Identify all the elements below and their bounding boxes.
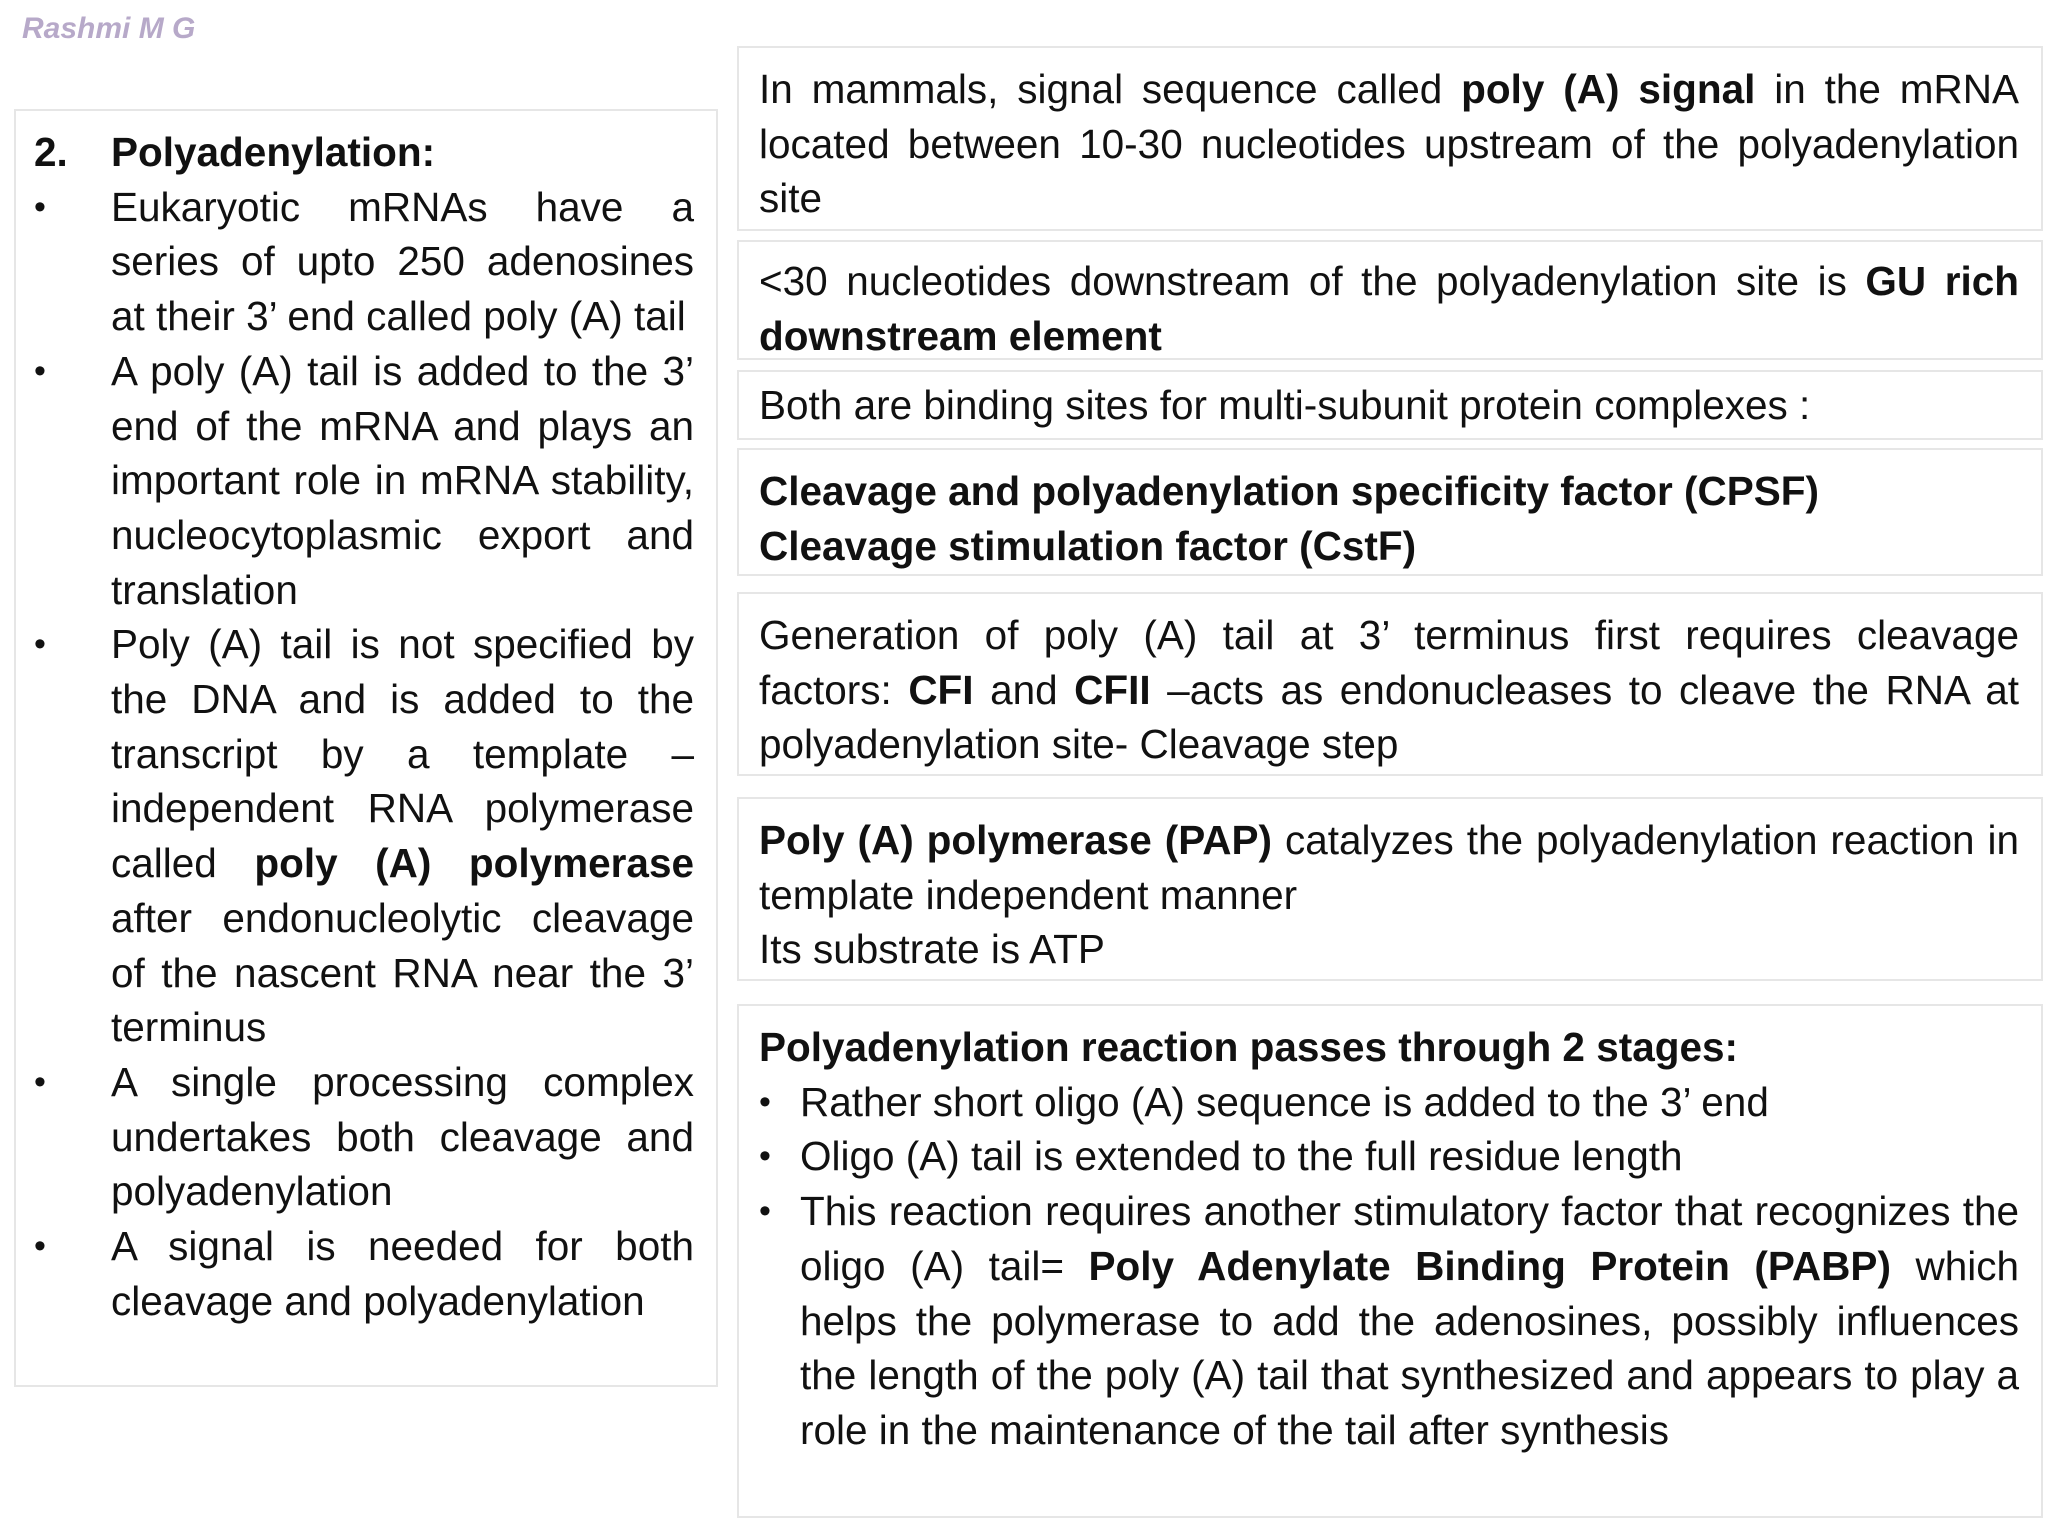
stages-bullet-list — [759, 1075, 2019, 1458]
bullet-icon: • — [759, 1192, 771, 1231]
list-item — [34, 1219, 694, 1328]
list-item — [759, 1184, 2019, 1458]
bullet-text: This reaction requires another stimulatory factor that recognizes the oligo (A) tail= Poly Adenylate Binding Protein (PABP) which helps the polymerase to add the adenosines, possibly influences the length of the poly (A) tail that synthesized and appears to play a role in the maintenance of the tail after synthesis — [800, 1188, 2020, 1453]
bullet-text: Oligo (A) tail is extended to the full residue length — [800, 1133, 1683, 1180]
bullet-icon: • — [34, 187, 46, 226]
pap-box: Poly (A) polymerase (PAP) catalyzes the polyadenylation reaction in template independent manner Its substrate is ATP — [737, 797, 2043, 981]
section-number: 2. — [34, 129, 68, 175]
section-title: Polyadenylation: — [111, 129, 436, 175]
list-item — [34, 344, 694, 618]
bullet-text: Rather short oligo (A) sequence is added to the 3’ end — [800, 1078, 1769, 1125]
summary-bullet-list — [34, 180, 694, 1329]
list-item — [34, 180, 694, 344]
cleavage-step-box: Generation of poly (A) tail at 3’ terminus first requires cleavage factors: CFI and CFII –acts as endonucleases to cleave the RNA at polyadenylation site- Cleavage step — [737, 592, 2043, 776]
author-watermark: Rashmi M G — [22, 12, 196, 45]
cfii-term: CFII — [1074, 666, 1151, 713]
bullet-text: Eukaryotic mRNAs have a series of upto 250 adenosines at their 3’ end called poly (A) tail — [111, 183, 694, 340]
cpsf-term: Cleavage and polyadenylation specificity factor (CPSF) — [759, 468, 1820, 514]
pabp-term: Poly Adenylate Binding Protein (PABP) — [1088, 1242, 1891, 1289]
poly-a-signal-box: In mammals, signal sequence called poly (A) signal in the mRNA located between 10-30 nucleotides upstream of the polyadenylation site — [737, 46, 2043, 231]
bullet-icon: • — [34, 351, 46, 390]
poly-a-signal-term: poly (A) signal — [1461, 66, 1756, 112]
bullet-icon: • — [759, 1137, 771, 1176]
substrate-line: Its substrate is ATP — [759, 926, 1105, 973]
polyadenylation-summary-box — [14, 109, 718, 1387]
list-item — [759, 1075, 2019, 1130]
reaction-stages-box — [737, 1004, 2043, 1518]
bullet-text: Poly (A) tail is not specified by the DNA and is added to the transcript by a template –independent RNA polymerase called poly (A) polymerase after endonucleolytic cleavage of the nascent RNA near the 3’ terminus — [111, 621, 694, 1051]
gu-rich-term: GU rich downstream element — [759, 258, 2019, 359]
bullet-text: A poly (A) tail is added to the 3’ end of the mRNA and plays an important role in mRNA stability, nucleocytoplasmic export and translation — [111, 347, 694, 613]
list-item — [759, 1129, 2019, 1184]
cstf-term: Cleavage stimulation factor (CstF) — [759, 522, 1417, 569]
stages-heading: Polyadenylation reaction passes through 2 stages: — [759, 1024, 1739, 1070]
gu-rich-element-box: <30 nucleotides downstream of the polyadenylation site is GU rich downstream element — [737, 240, 2043, 360]
list-item — [34, 1055, 694, 1219]
bullet-icon: • — [34, 1227, 46, 1266]
cfi-term: CFI — [908, 666, 974, 713]
list-item — [34, 617, 694, 1055]
bullet-text: A signal is needed for both cleavage and polyadenylation — [111, 1223, 694, 1324]
poly-a-polymerase-term: poly (A) polymerase — [254, 840, 694, 887]
bullet-icon: • — [34, 625, 46, 664]
bullet-icon: • — [759, 1082, 771, 1121]
protein-complexes-box — [737, 448, 2043, 576]
binding-sites-box: Both are binding sites for multi-subunit protein complexes : — [737, 370, 2043, 440]
bullet-icon: • — [34, 1062, 46, 1101]
pap-term: Poly (A) polymerase (PAP) — [759, 817, 1272, 863]
bullet-text: A single processing complex undertakes both cleavage and polyadenylation — [111, 1058, 694, 1215]
section-heading — [34, 125, 694, 180]
